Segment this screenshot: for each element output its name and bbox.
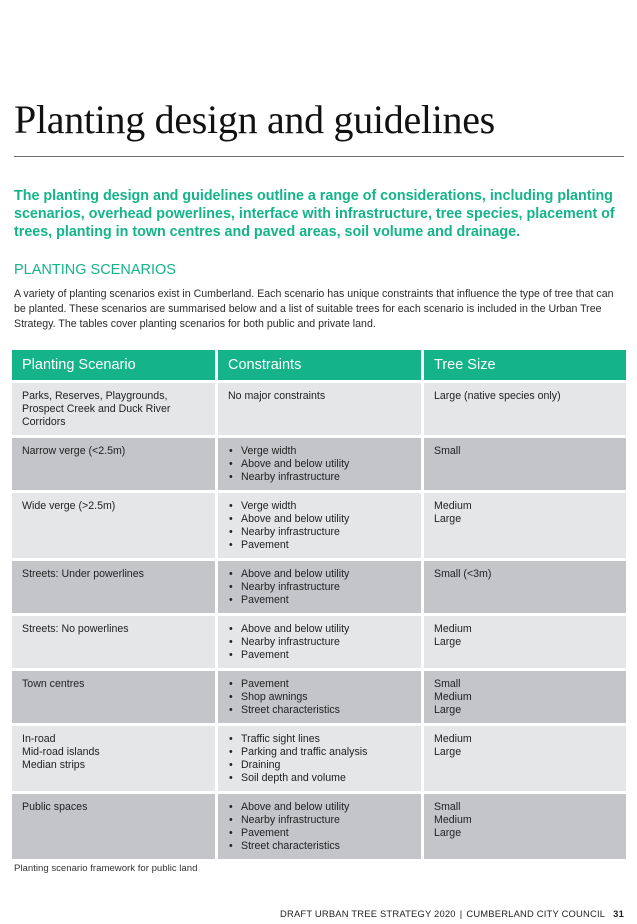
list-item: • Nearby infrastructure bbox=[228, 471, 411, 484]
table-row bbox=[12, 794, 626, 859]
scenario-cell bbox=[12, 726, 215, 791]
column-header-tree-size: Tree Size bbox=[424, 350, 626, 380]
constraints-cell bbox=[218, 616, 421, 668]
tree-size-cell bbox=[424, 671, 626, 723]
list-item: • Above and below utility bbox=[228, 513, 411, 526]
constraints-cell bbox=[218, 726, 421, 791]
tree-size-cell-line: Small (<3m) bbox=[434, 568, 492, 580]
scenario-cell bbox=[12, 383, 215, 435]
constraints-cell bbox=[218, 383, 421, 435]
constraints-list bbox=[228, 445, 411, 484]
table-row bbox=[12, 726, 626, 791]
tree-size-cell-line: Large bbox=[434, 636, 462, 648]
constraints-list bbox=[228, 733, 411, 785]
tree-size-cell-line: Large bbox=[434, 746, 462, 758]
body-paragraph: A variety of planting scenarios exist in Cumberland. Each scenario has unique constraints that influence the type of tree that can be planted. These scenarios are summarised below and a list of suitable trees for each scenario is included in the Urban Tree Strategy. The tables cover planting scenarios for both public and private land. bbox=[14, 288, 614, 330]
list-item: • Street characteristics bbox=[228, 704, 411, 717]
scenario-cell-line: Town centres bbox=[22, 678, 85, 690]
list-item: • Nearby infrastructure bbox=[228, 814, 411, 827]
constraints-list bbox=[228, 801, 411, 853]
scenario-cell bbox=[12, 561, 215, 613]
scenario-cell-line: Streets: Under powerlines bbox=[22, 568, 144, 580]
tree-size-cell-line: Small bbox=[434, 678, 461, 690]
section-heading: PLANTING SCENARIOS bbox=[14, 262, 176, 278]
list-item: • Soil depth and volume bbox=[228, 772, 411, 785]
intro-paragraph: The planting design and guidelines outline a range of considerations, including planting scenarios, overhead powerlines, interface with infrastructure, tree species, placement of trees, planting in town centres and paved areas, soil volume and drainage. bbox=[14, 188, 615, 240]
tree-size-cell-line: Small bbox=[434, 801, 461, 813]
list-item: • Draining bbox=[228, 759, 411, 772]
tree-size-cell-line: Medium bbox=[434, 814, 472, 826]
planting-scenario-table bbox=[9, 347, 629, 862]
scenario-cell bbox=[12, 671, 215, 723]
list-item: • Above and below utility bbox=[228, 568, 411, 581]
tree-size-cell-line: Large bbox=[434, 704, 462, 716]
tree-size-cell-line: Small bbox=[434, 445, 461, 457]
constraints-cell bbox=[218, 561, 421, 613]
list-item: • Traffic sight lines bbox=[228, 733, 411, 746]
constraints-cell bbox=[218, 438, 421, 490]
tree-size-cell bbox=[424, 561, 626, 613]
table-row bbox=[12, 561, 626, 613]
scenario-cell bbox=[12, 794, 215, 859]
tree-size-cell bbox=[424, 438, 626, 490]
title-divider bbox=[14, 156, 624, 157]
constraints-cell bbox=[218, 671, 421, 723]
table-row bbox=[12, 616, 626, 668]
constraints-cell bbox=[218, 493, 421, 558]
scenario-cell-line: In-road bbox=[22, 733, 56, 745]
list-item: • Nearby infrastructure bbox=[228, 636, 411, 649]
scenario-cell-line: Wide verge (>2.5m) bbox=[22, 500, 116, 512]
footer-document-title: DRAFT URBAN TREE STRATEGY 2020 bbox=[280, 908, 456, 919]
scenario-cell-line: Streets: No powerlines bbox=[22, 623, 129, 635]
tree-size-cell-line: Large bbox=[434, 513, 462, 525]
table-caption: Planting scenario framework for public land bbox=[14, 863, 198, 874]
constraints-list bbox=[228, 623, 411, 662]
list-item: • Pavement bbox=[228, 594, 411, 607]
list-item: • Nearby infrastructure bbox=[228, 581, 411, 594]
list-item: • Shop awnings bbox=[228, 691, 411, 704]
table-row bbox=[12, 383, 626, 435]
tree-size-cell bbox=[424, 383, 626, 435]
tree-size-cell bbox=[424, 794, 626, 859]
table-body bbox=[12, 383, 626, 859]
scenario-cell-line: Narrow verge (<2.5m) bbox=[22, 445, 126, 457]
scenario-cell-line: Median strips bbox=[22, 759, 85, 771]
column-header-constraints: Constraints bbox=[218, 350, 421, 380]
table-row bbox=[12, 438, 626, 490]
list-item: • Nearby infrastructure bbox=[228, 526, 411, 539]
page-title: Planting design and guidelines bbox=[14, 97, 495, 142]
list-item: • Pavement bbox=[228, 678, 411, 691]
list-item: • Pavement bbox=[228, 649, 411, 662]
list-item: • Above and below utility bbox=[228, 458, 411, 471]
constraints-cell bbox=[218, 794, 421, 859]
tree-size-cell-line: Medium bbox=[434, 623, 472, 635]
list-item: • Verge width bbox=[228, 445, 411, 458]
tree-size-cell-line: Medium bbox=[434, 691, 472, 703]
tree-size-cell-line: Large bbox=[434, 827, 462, 839]
tree-size-cell-line: Medium bbox=[434, 500, 472, 512]
scenario-cell-line: Public spaces bbox=[22, 801, 88, 813]
list-item: • Pavement bbox=[228, 827, 411, 840]
list-item: • Above and below utility bbox=[228, 801, 411, 814]
table-header-row bbox=[12, 350, 626, 380]
footer-organisation: CUMBERLAND CITY COUNCIL bbox=[466, 908, 606, 919]
constraints-list bbox=[228, 568, 411, 607]
scenario-cell bbox=[12, 438, 215, 490]
page-footer bbox=[280, 908, 624, 920]
list-item: • Street characteristics bbox=[228, 840, 411, 853]
scenario-cell bbox=[12, 493, 215, 558]
scenario-cell bbox=[12, 616, 215, 668]
page-number: 31 bbox=[613, 908, 624, 919]
list-item: • Pavement bbox=[228, 539, 411, 552]
tree-size-cell bbox=[424, 726, 626, 791]
list-item: • Parking and traffic analysis bbox=[228, 746, 411, 759]
footer-separator: | bbox=[459, 908, 463, 919]
list-item: • Verge width bbox=[228, 500, 411, 513]
table-row bbox=[12, 671, 626, 723]
scenario-cell-line: Parks, Reserves, Playgrounds, Prospect Creek and Duck River Corridors bbox=[22, 390, 171, 428]
tree-size-cell bbox=[424, 616, 626, 668]
scenario-cell-line: Mid-road islands bbox=[22, 746, 100, 758]
tree-size-cell-line: Medium bbox=[434, 733, 472, 745]
list-item: • Above and below utility bbox=[228, 623, 411, 636]
constraints-list bbox=[228, 500, 411, 552]
tree-size-cell bbox=[424, 493, 626, 558]
constraints-list bbox=[228, 678, 411, 717]
constraints-text: No major constraints bbox=[228, 390, 326, 402]
column-header-scenario: Planting Scenario bbox=[12, 350, 215, 380]
table-row bbox=[12, 493, 626, 558]
tree-size-cell-line: Large (native species only) bbox=[434, 390, 561, 402]
